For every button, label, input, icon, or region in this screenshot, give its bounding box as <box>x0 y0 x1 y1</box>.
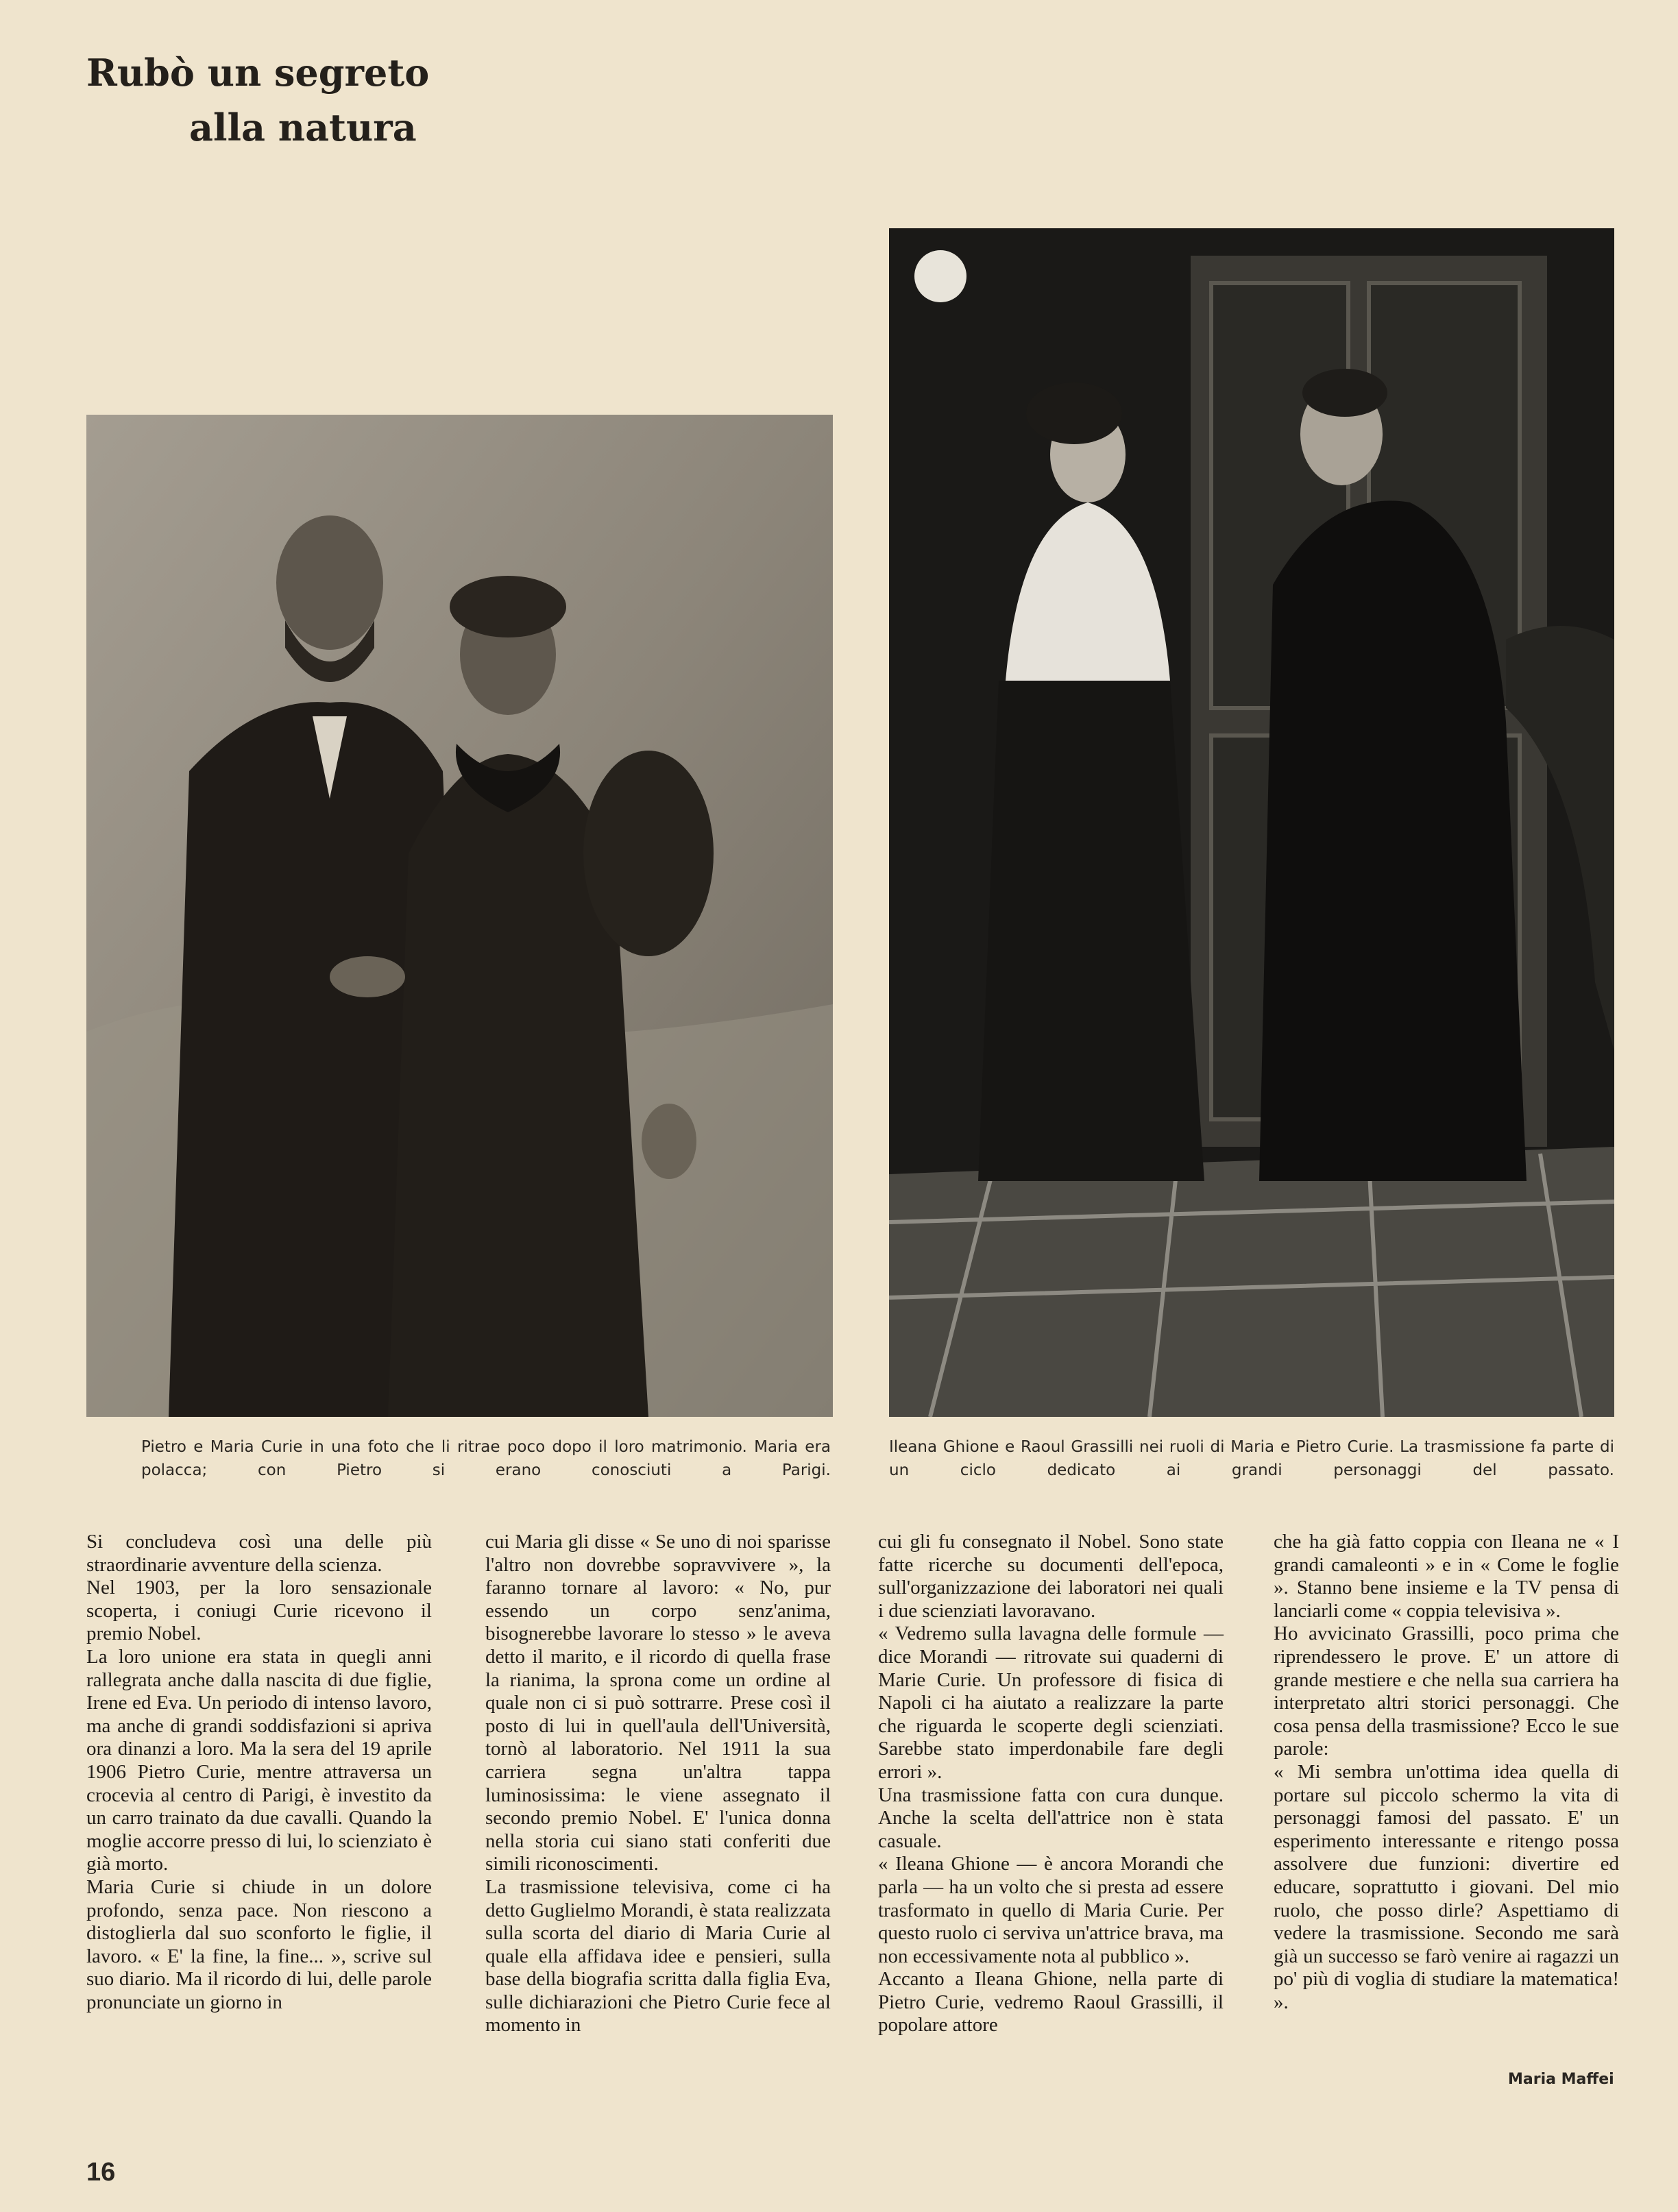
left-photo-caption: Pietro e Maria Curie in una foto che li ritrae poco dopo il loro matrimonio. Maria era polacca; con Pietro si erano conosciuti a Parigi. <box>141 1438 831 1479</box>
paragraph: Si concludeva così una delle più straordinarie avventure della scienza. <box>86 1531 432 1576</box>
curie-portrait-photo <box>86 415 833 1417</box>
paragraph: « Mi sembra un'ottima idea quella di portare sul piccolo schermo la vita di personaggi famosi del passato. E' un esperimento interessante e ritengo possa assolvere due funzioni: divertire ed educare, soprattutto i giovani. Del mio ruolo, che posso dirle? Aspettiamo di vedere la trasmissione. Secondo me sarà già un successo se farò venire ai ragazzi un po' più di voglia di studiare la matematica! ». <box>1274 1760 1619 2013</box>
paragraph: Ho avvicinato Grassilli, poco prima che riprendessero le prove. E' un attore di grande mestiere e che nella sua carriera ha interpretato altri storici personaggi. Che cosa pensa della trasmissione? Ecco le sue parole: <box>1274 1622 1619 1760</box>
paragraph: « Vedremo sulla lavagna delle formule — dice Morandi — ritrovate sui quaderni di Marie Curie. Un professore di fisica di Napoli ci ha aiutato a realizzare la parte che riguarda le scoperte degli scienziati. Sarebbe stato imperdonabile fare degli errori ». <box>878 1622 1224 1783</box>
paragraph: cui Maria gli disse « Se uno di noi sparisse l'altro non dovrebbe sopravvivere », la faranno tornare al lavoro: « No, pur essendo un corpo senz'anima, bisognerebbe lavorare lo stesso » le aveva detto il marito, e il ricordo di quella frase la rianima, la sprona come un ordine al quale non ci si può sottrarre. Prese così il posto di lui in quell'aula dell'Università, tornò al laboratorio. Nel 1911 la sua carriera segna un'altra tappa luminosissima: le viene assegnato il secondo premio Nobel. E' l'unica donna nella storia cui siano stati conferiti due simili riconoscimenti. <box>485 1531 831 1875</box>
author-byline: Maria Maffei <box>1508 2071 1614 2088</box>
paragraph: che ha già fatto coppia con Ileana ne « I grandi camaleonti » e in « Come le foglie ». Stanno bene insieme e la TV pensa di lanciarli come « coppia televisiva ». <box>1274 1531 1619 1622</box>
article-column-3 <box>878 1531 1224 2037</box>
paragraph: « Ileana Ghione — è ancora Morandi che parla — ha un volto che si presta ad essere trasformato in quello di Maria Curie. Per questo ruolo ci serviva un'attrice brava, ma non eccessivamente nota al pubblico ». <box>878 1853 1224 1967</box>
paragraph: Nel 1903, per la loro sensazionale scoperta, i coniugi Curie ricevono il premio Nobel. <box>86 1577 432 1645</box>
headline-line1: Rubò un segreto <box>86 51 430 95</box>
paragraph: Maria Curie si chiude in un dolore profondo, senza pace. Non riescono a distoglierla dal suo sconforto le figlie, il lavoro. « E' la fine, la fine... », scrive sul suo diario. Ma il ricordo di lui, delle parole pronunciate un giorno in <box>86 1875 432 2013</box>
paragraph: Una trasmissione fatta con cura dunque. Anche la scelta dell'attrice non è stata casuale. <box>878 1784 1224 1852</box>
page-number: 16 <box>86 2158 116 2187</box>
right-photo-caption: Ileana Ghione e Raoul Grassilli nei ruoli di Maria e Pietro Curie. La trasmissione fa parte di un ciclo dedicato ai grandi personaggi del passato. <box>889 1438 1614 1479</box>
tv-scene-photo <box>889 228 1614 1417</box>
headline-line2: alla natura <box>189 106 417 149</box>
article-column-2 <box>485 1531 831 2037</box>
article-column-1 <box>86 1531 432 2014</box>
article-column-4 <box>1274 1531 1619 2014</box>
paragraph: La trasmissione televisiva, come ci ha detto Guglielmo Morandi, è stata realizzata sulla scorta del diario di Maria Curie al quale ella affidava idee e pensieri, sulla base della biografia scritta dalla figlia Eva, sulle dichiarazioni che Pietro Curie fece al momento in <box>485 1875 831 2037</box>
paragraph: cui gli fu consegnato il Nobel. Sono state fatte ricerche su documenti dell'epoca, sull'organizzazione dei laboratori nei quali i due scienziati lavoravano. <box>878 1531 1224 1622</box>
headline <box>86 45 429 155</box>
paragraph: La loro unione era stata in quegli anni rallegrata anche dalla nascita di due figlie, Irene ed Eva. Un periodo di intenso lavoro, ma anche di grandi soddisfazioni si apriva ora dinanzi a loro. Ma la sera del 19 aprile 1906 Pietro Curie, mentre attraversa un crocevia al centro di Parigi, è investito da un carro trainato da due cavalli. Quando la moglie accorre presso di lui, lo scienziato è già morto. <box>86 1645 432 1875</box>
paragraph: Accanto a Ileana Ghione, nella parte di Pietro Curie, vedremo Raoul Grassilli, il popolare attore <box>878 1968 1224 2037</box>
